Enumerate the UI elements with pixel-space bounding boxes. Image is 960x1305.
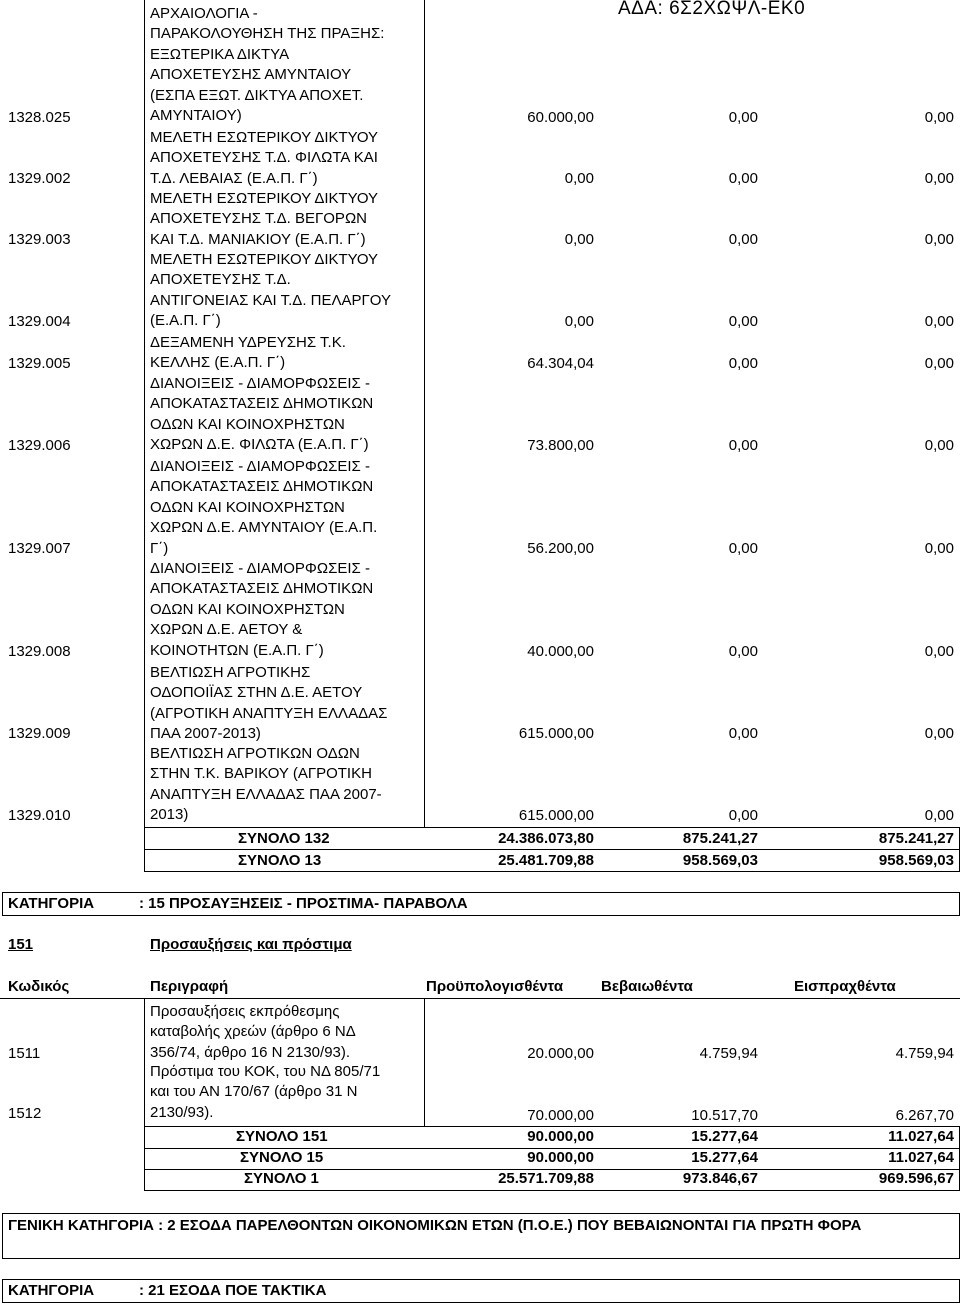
row-collected: 0,00 — [924, 109, 954, 126]
category-box — [2, 1279, 960, 1303]
row-code: 1328.025 — [8, 109, 71, 126]
column-divider-right — [424, 999, 425, 1126]
row-collected: 4.759,94 — [895, 1045, 954, 1062]
total-certified: 15.277,64 — [691, 1149, 758, 1166]
row-collected: 0,00 — [924, 313, 954, 330]
column-header-code: Κωδικός — [8, 978, 70, 995]
row-code: 1329.004 — [8, 313, 71, 330]
row-certified: 0,00 — [728, 807, 758, 824]
total-budget: 90.000,00 — [527, 1149, 594, 1166]
total-collected: 875.241,27 — [878, 830, 954, 847]
general-category-text: ΓΕΝΙΚΗ ΚΑΤΗΓΟΡΙΑ : 2 ΕΣΟΔΑ ΠΑΡΕΛΘΟΝΤΩΝ ΟΙΚΟΝΟΜΙΚΩΝ ΕΤΩΝ (Π.Ο.Ε.) ΠΟΥ ΒΕΒΑΙΩΝΟΝΤΑΙ ΓΙΑ ΠΡΩΤΗ ΦΟΡΑ — [8, 1217, 862, 1234]
row-code: 1329.002 — [8, 170, 71, 187]
row-description: Προσαυξήσεις εκπρόθεσμης καταβολής χρεών (άρθρο 6 ΝΔ 356/74, άρθρο 16 Ν 2130/93). — [150, 1003, 356, 1061]
category-label: ΚΑΤΗΓΟΡΙΑ — [8, 1282, 95, 1299]
category-box — [2, 892, 960, 916]
totals-rule-top — [144, 827, 960, 828]
row-budget: 615.000,00 — [518, 807, 594, 824]
row-budget: 64.304,04 — [527, 355, 594, 372]
column-header-description: Περιγραφή — [150, 978, 229, 995]
row-certified: 0,00 — [728, 355, 758, 372]
row-code: 1329.009 — [8, 725, 71, 742]
row-collected: 0,00 — [924, 355, 954, 372]
total-certified: 15.277,64 — [691, 1128, 758, 1145]
row-budget: 73.800,00 — [527, 437, 594, 454]
totals-divider — [144, 1126, 145, 1191]
row-description: ΔΙΑΝΟΙΞΕΙΣ - ΔΙΑΜΟΡΦΩΣΕΙΣ - ΑΠΟΚΑΤΑΣΤΑΣΕΙΣ ΔΗΜΟΤΙΚΩΝ ΟΔΩΝ ΚΑΙ ΚΟΙΝΟΧΡΗΣΤΩΝ ΧΩΡΩΝ Δ.Ε. ΦΙΛΩΤΑ (Ε.Α.Π. Γ΄) — [150, 375, 374, 454]
row-certified: 4.759,94 — [699, 1045, 758, 1062]
totals-rule — [144, 1190, 960, 1191]
column-header-collected: Εισπραχθέντα — [794, 978, 896, 995]
ada-stamp: ΑΔΑ: 6Σ2ΧΩΨΛ-ΕΚ0 — [618, 0, 806, 19]
row-code: 1329.008 — [8, 643, 71, 660]
row-certified: 0,00 — [728, 437, 758, 454]
row-certified: 0,00 — [728, 313, 758, 330]
total-budget: 90.000,00 — [527, 1128, 594, 1145]
total-collected: 11.027,64 — [888, 1149, 954, 1166]
total-label: ΣΥΝΟΛΟ 132 — [238, 830, 330, 847]
category-value: : 21 ΕΣΟΔΑ ΠΟΕ ΤΑΚΤΙΚΑ — [139, 1282, 327, 1299]
row-collected: 0,00 — [924, 540, 954, 557]
group-title: Προσαυξήσεις και πρόστιμα — [150, 936, 352, 953]
row-certified: 0,00 — [728, 540, 758, 557]
total-budget: 25.481.709,88 — [498, 852, 594, 869]
row-budget: 20.000,00 — [527, 1045, 594, 1062]
row-description: ΜΕΛΕΤΗ ΕΣΩΤΕΡΙΚΟΥ ΔΙΚΤΥΟΥ ΑΠΟΧΕΤΕΥΣΗΣ Τ.Δ. ΒΕΓΟΡΩΝ ΚΑΙ Τ.Δ. ΜΑΝΙΑΚΙΟΥ (Ε.Α.Π. Γ΄) — [150, 190, 379, 248]
column-divider-left — [144, 999, 145, 1126]
row-description: ΔΙΑΝΟΙΞΕΙΣ - ΔΙΑΜΟΡΦΩΣΕΙΣ - ΑΠΟΚΑΤΑΣΤΑΣΕΙΣ ΔΗΜΟΤΙΚΩΝ ΟΔΩΝ ΚΑΙ ΚΟΙΝΟΧΡΗΣΤΩΝ ΧΩΡΩΝ Δ.Ε. ΑΜΥΝΤΑΙΟΥ (Ε.Α.Π. Γ΄) — [150, 458, 378, 557]
row-collected: 0,00 — [924, 437, 954, 454]
row-budget: 0,00 — [564, 313, 594, 330]
row-collected: 0,00 — [924, 725, 954, 742]
row-certified: 10.517,70 — [691, 1107, 758, 1124]
row-code: 1329.010 — [8, 807, 71, 824]
row-budget: 0,00 — [564, 170, 594, 187]
row-code: 1329.005 — [8, 355, 71, 372]
row-description: ΒΕΛΤΙΩΣΗ ΑΓΡΟΤΙΚΩΝ ΟΔΩΝ ΣΤΗΝ Τ.Κ. ΒΑΡΙΚΟΥ (ΑΓΡΟΤΙΚΗ ΑΝΑΠΤΥΞΗ ΕΛΛΑΔΑΣ ΠΑΑ 2007- 2013) — [150, 745, 382, 824]
row-description: Πρόστιμα του ΚΟΚ, του ΝΔ 805/71 και του ΑΝ 170/67 (άρθρο 31 Ν 2130/93). — [150, 1063, 381, 1121]
general-category-box — [2, 1213, 960, 1259]
row-collected: 0,00 — [924, 170, 954, 187]
row-description: ΔΙΑΝΟΙΞΕΙΣ - ΔΙΑΜΟΡΦΩΣΕΙΣ - ΑΠΟΚΑΤΑΣΤΑΣΕΙΣ ΔΗΜΟΤΙΚΩΝ ΟΔΩΝ ΚΑΙ ΚΟΙΝΟΧΡΗΣΤΩΝ ΧΩΡΩΝ Δ.Ε. ΑΕΤΟΥ & ΚΟΙΝΟΤΗΤΩΝ (Ε.Α.Π. Γ΄) — [150, 560, 374, 659]
total-label: ΣΥΝΟΛΟ 15 — [240, 1149, 324, 1166]
row-certified: 0,00 — [728, 231, 758, 248]
total-certified: 973.846,67 — [682, 1170, 758, 1187]
row-collected: 6.267,70 — [895, 1107, 954, 1124]
total-certified: 875.241,27 — [682, 830, 758, 847]
total-certified: 958.569,03 — [682, 852, 758, 869]
row-code: 1511 — [8, 1045, 41, 1062]
row-collected: 0,00 — [924, 643, 954, 660]
column-divider-right — [424, 0, 425, 828]
column-divider-left — [144, 0, 145, 828]
category-label: ΚΑΤΗΓΟΡΙΑ — [8, 895, 95, 912]
row-budget: 56.200,00 — [527, 540, 594, 557]
row-description: ΔΕΞΑΜΕΝΗ ΥΔΡΕΥΣΗΣ Τ.Κ. ΚΕΛΛΗΣ (Ε.Α.Π. Γ΄) — [150, 334, 346, 372]
row-code: 1329.006 — [8, 437, 71, 454]
total-collected: 969.596,67 — [878, 1170, 954, 1187]
row-description: ΒΕΛΤΙΩΣΗ ΑΓΡΟΤΙΚΗΣ ΟΔΟΠΟΙΪΑΣ ΣΤΗΝ Δ.Ε. ΑΕΤΟΥ (ΑΓΡΟΤΙΚΗ ΑΝΑΠΤΥΞΗ ΕΛΛΑΔΑΣ ΠΑΑ 2007-2013) — [150, 664, 388, 743]
row-description: ΜΕΛΕΤΗ ΕΣΩΤΕΡΙΚΟΥ ΔΙΚΤΥΟΥ ΑΠΟΧΕΤΕΥΣΗΣ Τ.Δ. ΦΙΛΩΤΑ ΚΑΙ Τ.Δ. ΛΕΒΑΙΑΣ (Ε.Α.Π. Γ΄) — [150, 129, 379, 187]
total-budget: 24.386.073,80 — [498, 830, 594, 847]
row-certified: 0,00 — [728, 109, 758, 126]
total-label: ΣΥΝΟΛΟ 1 — [244, 1170, 319, 1187]
total-budget: 25.571.709,88 — [498, 1170, 594, 1187]
row-budget: 615.000,00 — [518, 725, 594, 742]
row-budget: 70.000,00 — [527, 1107, 594, 1124]
total-label: ΣΥΝΟΛΟ 151 — [236, 1128, 328, 1145]
row-budget: 0,00 — [564, 231, 594, 248]
row-budget: 60.000,00 — [527, 109, 594, 126]
total-collected: 11.027,64 — [888, 1128, 954, 1145]
totals-divider — [144, 827, 145, 872]
row-code: 1329.003 — [8, 231, 71, 248]
totals-rule-bottom — [144, 871, 960, 872]
column-header-budget: Προϋπολογισθέντα — [426, 978, 564, 995]
total-label: ΣΥΝΟΛΟ 13 — [238, 852, 322, 869]
row-budget: 40.000,00 — [527, 643, 594, 660]
row-code: 1512 — [8, 1105, 42, 1122]
row-description: ΑΡΧΑΙΟΛΟΓΙΑ - ΠΑΡΑΚΟΛΟΥΘΗΣΗ ΤΗΣ ΠΡΑΞΗΣ: ΕΞΩΤΕΡΙΚΑ ΔΙΚΤΥΑ ΑΠΟΧΕΤΕΥΣΗΣ ΑΜΥΝΤΑΙΟΥ (ΕΣΠΑ ΕΞΩΤ. ΔΙΚΤΥΑ ΑΠΟΧΕΤ. ΑΜΥΝΤΑΙΟΥ) — [150, 5, 385, 125]
row-description: ΜΕΛΕΤΗ ΕΣΩΤΕΡΙΚΟΥ ΔΙΚΤΥΟΥ ΑΠΟΧΕΤΕΥΣΗΣ Τ.Δ. ΑΝΤΙΓΟΝΕΙΑΣ ΚΑΙ Τ.Δ. ΠΕΛΑΡΓΟΥ (Ε.Α.Π. Γ΄) — [150, 251, 391, 330]
group-code: 151 — [8, 936, 34, 953]
row-certified: 0,00 — [728, 643, 758, 660]
row-code: 1329.007 — [8, 540, 71, 557]
row-collected: 0,00 — [924, 231, 954, 248]
category-value: : 15 ΠΡΟΣΑΥΞΗΣΕΙΣ - ΠΡΟΣΤΙΜΑ- ΠΑΡΑΒΟΛΑ — [139, 895, 468, 912]
row-certified: 0,00 — [728, 725, 758, 742]
total-collected: 958.569,03 — [878, 852, 954, 869]
row-certified: 0,00 — [728, 170, 758, 187]
row-collected: 0,00 — [924, 807, 954, 824]
totals-rule-mid — [144, 849, 960, 850]
column-header-certified: Βεβαιωθέντα — [601, 978, 693, 995]
